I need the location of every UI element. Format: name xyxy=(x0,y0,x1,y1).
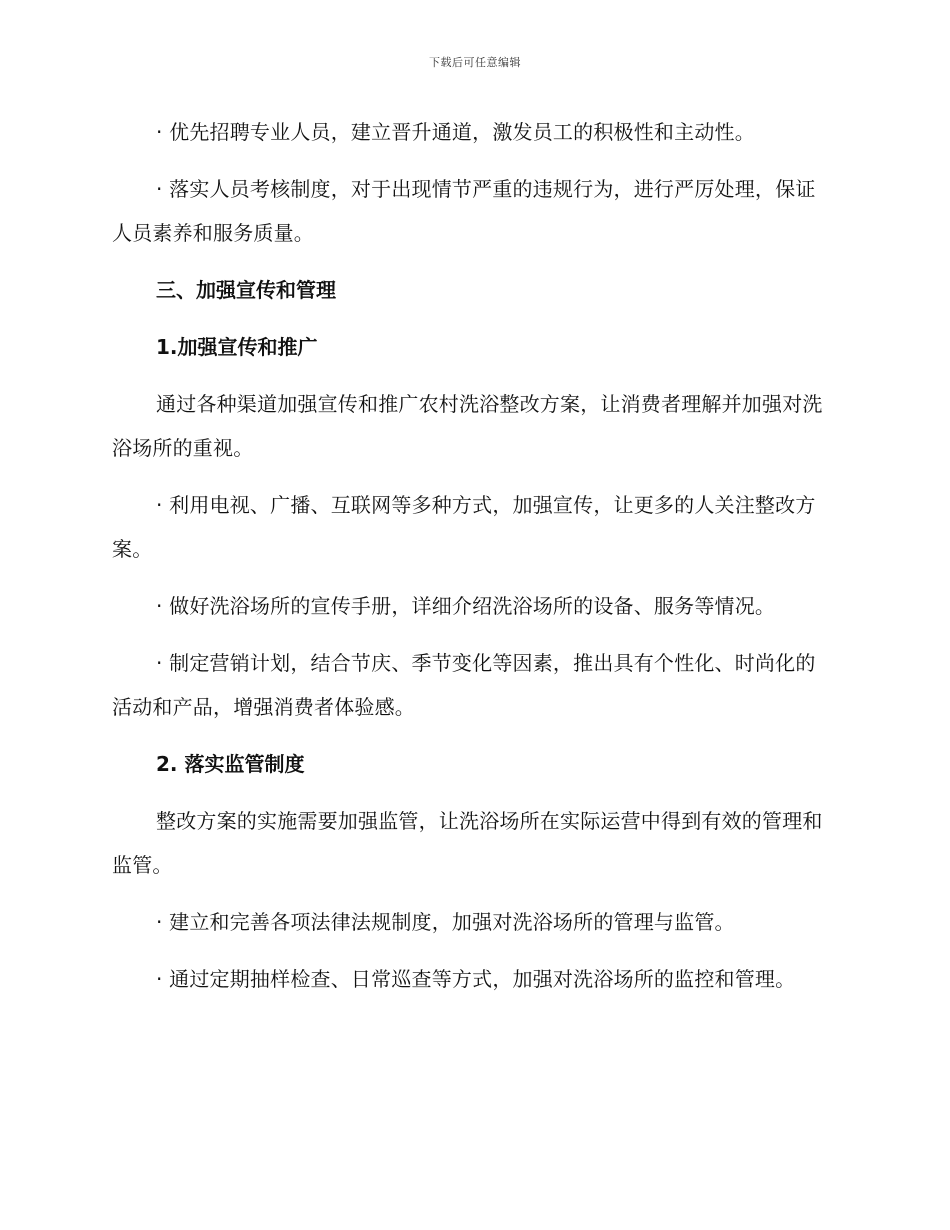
bullet-paragraph-regulations: · 建立和完善各项法律法规制度，加强对洗浴场所的管理与监管。 xyxy=(156,910,735,934)
bullet-paragraph-inspection: · 通过定期抽样检查、日常巡查等方式，加强对洗浴场所的监控和管理。 xyxy=(156,967,796,991)
subsection-heading-1: 1.加强宣传和推广 xyxy=(156,335,318,359)
page-header-note: 下载后可任意编辑 xyxy=(429,56,521,69)
bullet-paragraph-recruit: · 优先招聘专业人员，建立晋升通道，激发员工的积极性和主动性。 xyxy=(156,120,755,144)
section-heading-3: 三、加强宣传和管理 xyxy=(156,278,336,302)
bullet-paragraph-media: · 利用电视、广播、互联网等多种方式，加强宣传，让更多的人关注整改方案。 xyxy=(112,493,816,561)
paragraph-supervision-intro: 整改方案的实施需要加强监管，让洗浴场所在实际运营中得到有效的管理和监管。 xyxy=(112,809,823,877)
document-body xyxy=(112,110,834,1014)
subsection-heading-2: 2. 落实监管制度 xyxy=(156,752,305,776)
bullet-paragraph-marketing: · 制定营销计划，结合节庆、季节变化等因素，推出具有个性化、时尚化的活动和产品，增强消费者体验感。 xyxy=(112,651,816,719)
bullet-paragraph-brochure: · 做好洗浴场所的宣传手册，详细介绍洗浴场所的设备、服务等情况。 xyxy=(156,594,776,618)
bullet-paragraph-assessment: · 落实人员考核制度，对于出现情节严重的违规行为，进行严厉处理，保证人员素养和服务质量。 xyxy=(112,177,816,245)
paragraph-promotion-intro: 通过各种渠道加强宣传和推广农村洗浴整改方案，让消费者理解并加强对洗浴场所的重视。 xyxy=(112,392,823,460)
